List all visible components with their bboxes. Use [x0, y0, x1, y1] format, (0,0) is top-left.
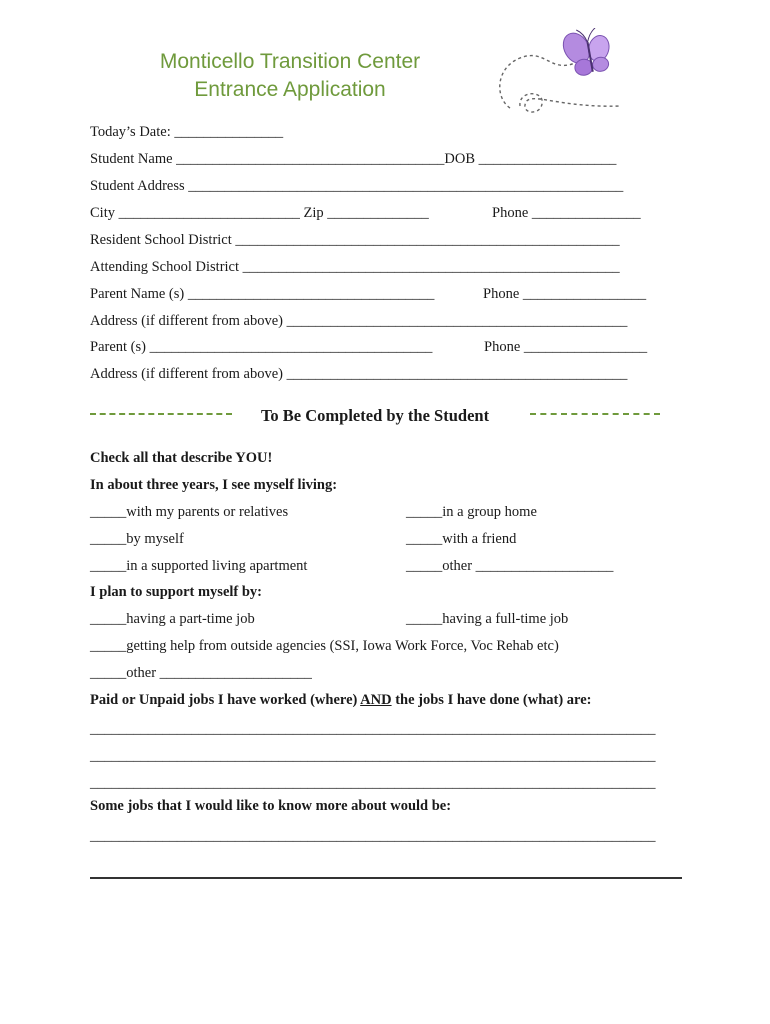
option-supported-apartment[interactable]: _____in a supported living apartment: [90, 558, 308, 574]
student-name-dob-field[interactable]: Student Name _____________________________________DOB ___________________: [90, 151, 617, 167]
option-with-friend[interactable]: _____with a friend: [406, 531, 517, 547]
resident-district-field[interactable]: Resident School District _____________________________________________________: [90, 232, 620, 248]
phone-field-2[interactable]: Phone _________________: [483, 286, 647, 302]
option-other-living[interactable]: _____other ___________________: [406, 558, 614, 574]
jobs-answer-line-2[interactable]: ______________________________________________________________________________: [90, 748, 656, 764]
option-parents[interactable]: _____with my parents or relatives: [90, 504, 289, 520]
option-outside-agencies[interactable]: _____getting help from outside agencies (SSI, Iowa Work Force, Voc Rehab etc): [90, 638, 559, 654]
phone-field-1[interactable]: Phone _______________: [492, 205, 641, 221]
parent-name-field[interactable]: Parent Name (s) __________________________________: [90, 286, 435, 302]
learn-more-answer-line[interactable]: ______________________________________________________________________________: [90, 828, 656, 844]
jobs-question-part2: the jobs I have done (what) are:: [391, 692, 592, 708]
student-section-heading: To Be Completed by the Student: [260, 406, 490, 425]
phone-field-3[interactable]: Phone _________________: [484, 339, 648, 355]
option-full-time-job[interactable]: _____having a full-time job: [406, 611, 569, 627]
attending-district-field[interactable]: Attending School District ____________________________________________________: [90, 259, 620, 275]
banner-dash-right: [530, 413, 660, 415]
address-different-field-1[interactable]: Address (if different from above) _______________________________________________: [90, 313, 628, 329]
address-different-field-2[interactable]: Address (if different from above) _______________________________________________: [90, 366, 628, 382]
jobs-question-part1: Paid or Unpaid jobs I have worked (where): [90, 692, 361, 708]
form-title: [120, 48, 460, 104]
option-by-myself[interactable]: _____by myself: [90, 531, 184, 547]
check-all-heading: Check all that describe YOU!: [90, 450, 273, 466]
title-line-1: Monticello Transition Center: [159, 50, 421, 73]
jobs-question-and: AND: [360, 692, 392, 708]
parent-field[interactable]: Parent (s) _______________________________________: [90, 339, 433, 355]
learn-more-question: Some jobs that I would like to know more about would be:: [90, 798, 452, 814]
butterfly-icon: [490, 28, 630, 123]
student-address-field[interactable]: Student Address ____________________________________________________________: [90, 178, 624, 194]
option-other-support[interactable]: _____other _____________________: [90, 665, 312, 681]
option-group-home[interactable]: _____in a group home: [406, 504, 537, 520]
todays-date-field[interactable]: Today’s Date: _______________: [90, 124, 284, 140]
jobs-answer-line-3[interactable]: ______________________________________________________________________________: [90, 775, 656, 791]
jobs-question: [90, 691, 591, 709]
living-question: In about three years, I see myself living:: [90, 477, 338, 493]
support-question: I plan to support myself by:: [90, 584, 263, 600]
city-zip-field[interactable]: City _________________________ Zip ______________: [90, 205, 429, 221]
student-section-banner: [90, 404, 660, 428]
jobs-answer-line-1[interactable]: ______________________________________________________________________________: [90, 721, 656, 737]
option-part-time-job[interactable]: _____having a part-time job: [90, 611, 255, 627]
title-line-2: Entrance Application: [194, 78, 386, 101]
section-divider: [90, 877, 682, 879]
